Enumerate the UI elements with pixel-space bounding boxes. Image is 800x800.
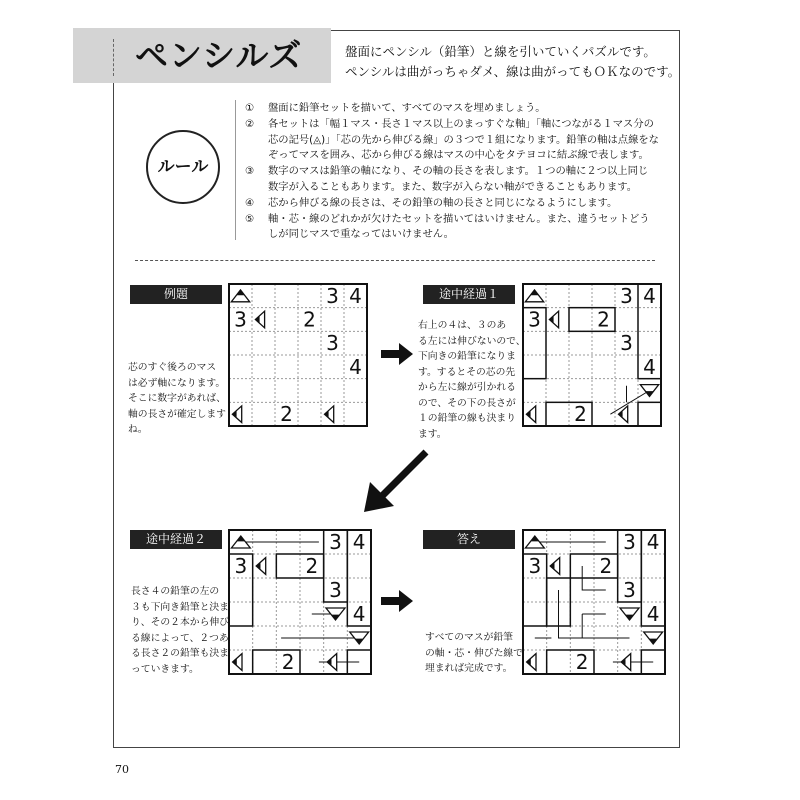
rule-number <box>245 227 268 243</box>
description-line: る左には伸びないので、 <box>418 335 526 347</box>
intro-line-2: ペンシルは曲がっちゃダメ、線は曲がってもＯＫなのです。 <box>345 64 681 79</box>
rule-number <box>245 133 268 149</box>
description-line: ３も下向き鉛筆と決ま <box>131 601 229 613</box>
description-line: から左に線が引かれる <box>418 382 516 393</box>
title-dash-line <box>113 39 114 76</box>
panel-label-progress-1: 途中経過１ <box>423 285 515 304</box>
rule-line <box>245 180 659 196</box>
description-line: 長さ４の鉛筆の左の <box>131 586 220 597</box>
clue-number: 2 <box>280 402 293 427</box>
description-line: 埋まれば完成です。 <box>425 663 513 674</box>
clue-number: 4 <box>352 602 366 626</box>
description-line: る線によって、２つあ <box>131 632 229 644</box>
rule-list <box>245 101 659 243</box>
rule-line <box>245 196 659 212</box>
description-line: １の鉛筆の線も決まり <box>418 413 516 424</box>
clue-number: 4 <box>349 283 362 308</box>
description-line: っていきます。 <box>131 663 199 675</box>
page-number: 70 <box>115 763 129 776</box>
description-line: すべてのマスが鉛筆 <box>425 632 513 643</box>
clue-number: 3 <box>326 283 339 308</box>
rule-number: ① <box>245 102 255 114</box>
clue-number: 3 <box>623 530 636 554</box>
clue-number: 2 <box>303 307 316 332</box>
panel-description-progress-2 <box>131 584 229 677</box>
clue-number: 2 <box>597 307 610 332</box>
panel-description-answer <box>425 630 523 677</box>
rule-number <box>245 148 268 164</box>
rule-number <box>245 180 268 196</box>
rule-line <box>245 101 659 117</box>
rule-text: ぞってマスを囲み、芯から伸びる線はマスの中心をタテヨコに結ぶ線で表します。 <box>268 149 649 162</box>
rule-number: ⑤ <box>245 212 255 225</box>
panel-description-example <box>128 360 226 438</box>
clue-number: 3 <box>234 307 247 332</box>
rule-line <box>245 212 659 228</box>
rule-text: 盤面に鉛筆セットを描いて、すべてのマスを埋めましょう。 <box>268 102 546 114</box>
clue-number: 3 <box>234 554 248 578</box>
description-line: ね。 <box>128 424 148 435</box>
rule-text: 各セットは「幅１マス・長さ１マス以上のまっすぐな軸」「軸につながる１マス分の <box>268 117 654 130</box>
clue-number: 2 <box>599 554 613 578</box>
clue-number: 2 <box>281 650 295 674</box>
rule-line <box>245 227 659 243</box>
description-line: 軸の長さが確定します <box>128 408 226 420</box>
rule-text: 軸・芯・線のどれかが欠けたセットを描いてはいけません。また、違うセットどう <box>268 212 650 225</box>
intro-line-1: 盤面にペンシル（鉛筆）と線を引いていくパズルです。 <box>345 44 656 59</box>
description-line: そこに数字があれば、 <box>128 393 226 404</box>
clue-number: 3 <box>326 331 339 356</box>
description-line: す。するとその芯の先 <box>418 366 516 378</box>
puzzle-grid-progress-2 <box>229 530 371 674</box>
description-line: の軸・芯・伸びた線で <box>425 647 523 659</box>
pencil-lead-icon <box>331 615 340 620</box>
rule-number: ③ <box>245 165 255 178</box>
clue-number: 3 <box>623 578 636 602</box>
intro-text <box>345 42 680 82</box>
pencil-lead-icon <box>625 615 634 620</box>
section-divider <box>135 260 655 261</box>
description-line: は必ず軸になります。 <box>128 377 226 389</box>
description-line: り、その２本から伸び <box>131 617 229 628</box>
description-line: 芯のすぐ後ろのマス <box>128 362 217 373</box>
panel-label-progress-2: 途中経過２ <box>130 530 222 549</box>
description-line: ます。 <box>418 428 447 440</box>
rule-text: 芯から伸びる線の長さは、その鉛筆の軸の長さと同じになるようにします。 <box>268 196 618 209</box>
page-title: ペンシルズ <box>135 36 303 75</box>
clue-number: 4 <box>643 283 656 308</box>
description-line: ので、その下の長さが <box>418 397 516 409</box>
description-line: 右上の４は、３のあ <box>418 320 507 331</box>
rule-label-circle: ルール <box>146 130 220 204</box>
arrow-down-left-icon <box>362 448 430 514</box>
arrow-right-icon <box>381 590 415 612</box>
clue-number: 4 <box>643 354 656 379</box>
rule-number: ② <box>245 117 255 130</box>
clue-number: 3 <box>620 283 633 308</box>
clue-number: 4 <box>352 530 366 554</box>
clue-number: 3 <box>620 331 633 356</box>
clue-number: 2 <box>305 554 319 578</box>
clue-number: 3 <box>528 307 541 332</box>
clue-number: 4 <box>646 602 660 626</box>
rule-number: ④ <box>245 196 255 209</box>
clue-number: 3 <box>528 554 542 578</box>
rule-line <box>245 133 659 149</box>
panel-label-example: 例題 <box>130 285 222 304</box>
rule-line <box>245 148 659 164</box>
rule-text: 数字のマスは鉛筆の軸になり、その軸の長さを表します。１つの軸に２つ以上同じ <box>268 165 649 178</box>
description-line: る長さ２の鉛筆も決ま <box>131 648 229 659</box>
clue-number: 3 <box>329 530 342 554</box>
rule-line <box>245 164 659 180</box>
pencil-axis <box>638 402 661 426</box>
clue-number: 4 <box>646 530 660 554</box>
clue-number: 2 <box>574 402 587 427</box>
clue-number: 3 <box>329 578 342 602</box>
puzzle-grid-progress-1 <box>523 284 661 426</box>
panel-description-progress-1 <box>418 318 526 442</box>
rule-text: 芯の記号(◬)」「芯の先から伸びる線」の３つで１組になります。鉛筆の軸は点線をな <box>268 133 659 146</box>
clue-number: 2 <box>575 650 589 674</box>
description-line: 下向きの鉛筆になりま <box>418 351 516 362</box>
rule-text: しが同じマスで重なってはいけません。 <box>268 228 454 241</box>
rule-text: 数字が入ることもあります。また、数字が入らない軸ができることもあります。 <box>268 180 638 193</box>
rule-line <box>245 117 659 133</box>
puzzle-grid-answer <box>523 530 665 674</box>
clue-number: 4 <box>349 354 362 379</box>
puzzle-grid-example <box>229 284 367 426</box>
arrow-right-icon <box>381 343 415 365</box>
panel-label-answer: 答え <box>423 530 515 549</box>
pencil-line <box>582 614 629 638</box>
